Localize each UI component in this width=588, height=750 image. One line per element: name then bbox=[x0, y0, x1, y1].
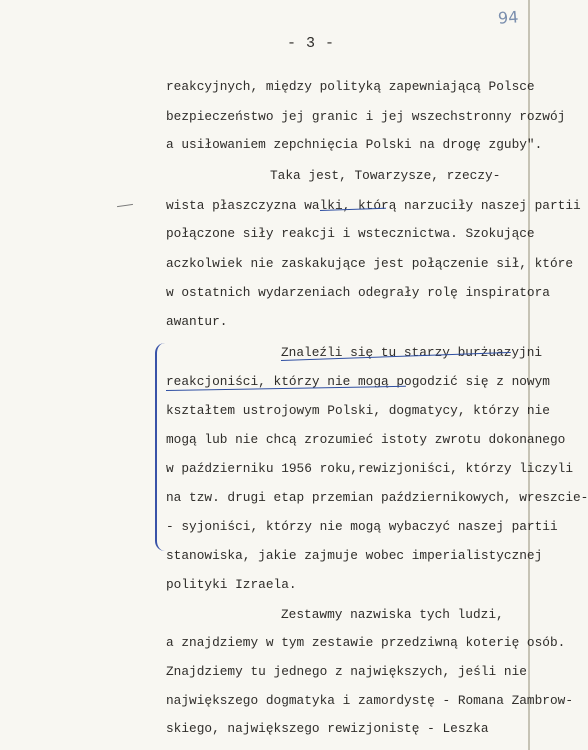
text-line: stanowiska, jakie zajmuje wobec imperialistycznej bbox=[166, 548, 543, 563]
pen-mark bbox=[117, 204, 133, 207]
text-line: na tzw. drugi etap przemian październikowych, wreszcie- bbox=[166, 490, 588, 505]
text-line: bezpieczeństwo jej granic i jej wszechstronny rozwój bbox=[166, 109, 566, 124]
page-number: - 3 - bbox=[287, 35, 335, 52]
text-line: skiego, największego rewizjonistę - Leszka bbox=[166, 721, 489, 736]
text-line: Znajdziemy tu jednego z największych, jeśli nie bbox=[166, 664, 527, 679]
text-line: największego dogmatyka i zamordystę - Romana Zambrow- bbox=[166, 693, 574, 708]
text-line: reakcjoniści, którzy nie mogą pogodzić się z nowym bbox=[166, 374, 550, 389]
text-line: mogą lub nie chcą zrozumieć istoty zwrotu dokonanego bbox=[166, 432, 566, 447]
text-line: aczkolwiek nie zaskakujące jest połączenie sił, które bbox=[166, 256, 574, 271]
text-line: wista płaszczyzna walki, którą narzuciły naszej partii bbox=[166, 198, 581, 213]
handwritten-page-number: 94 bbox=[497, 7, 519, 28]
text-line: Zestawmy nazwiska tych ludzi, bbox=[281, 607, 504, 622]
text-line: połączone siły reakcji i wstecznictwa. Szokujące bbox=[166, 226, 535, 241]
text-line: - syjoniści, którzy nie mogą wybaczyć naszej partii bbox=[166, 519, 558, 534]
text-line: Znaleźli się tu starzy burżuazyjni bbox=[281, 345, 543, 360]
text-line: polityki Izraela. bbox=[166, 577, 297, 592]
text-line: w ostatnich wydarzeniach odegrały rolę inspiratora bbox=[166, 285, 550, 300]
text-line: w październiku 1956 roku,rewizjoniści, którzy liczyli bbox=[166, 461, 574, 476]
text-line: awantur. bbox=[166, 314, 228, 329]
text-line: kształtem ustrojowym Polski, dogmatycy, którzy nie bbox=[166, 403, 550, 418]
text-line: a znajdziemy w tym zestawie przedziwną koterię osób. bbox=[166, 635, 566, 650]
text-line: reakcyjnych, między polityką zapewniającą Polsce bbox=[166, 79, 535, 94]
text-line: a usiłowaniem zepchnięcia Polski na drogę zguby". bbox=[166, 137, 543, 152]
text-line: Taka jest, Towarzysze, rzeczy- bbox=[270, 168, 501, 183]
